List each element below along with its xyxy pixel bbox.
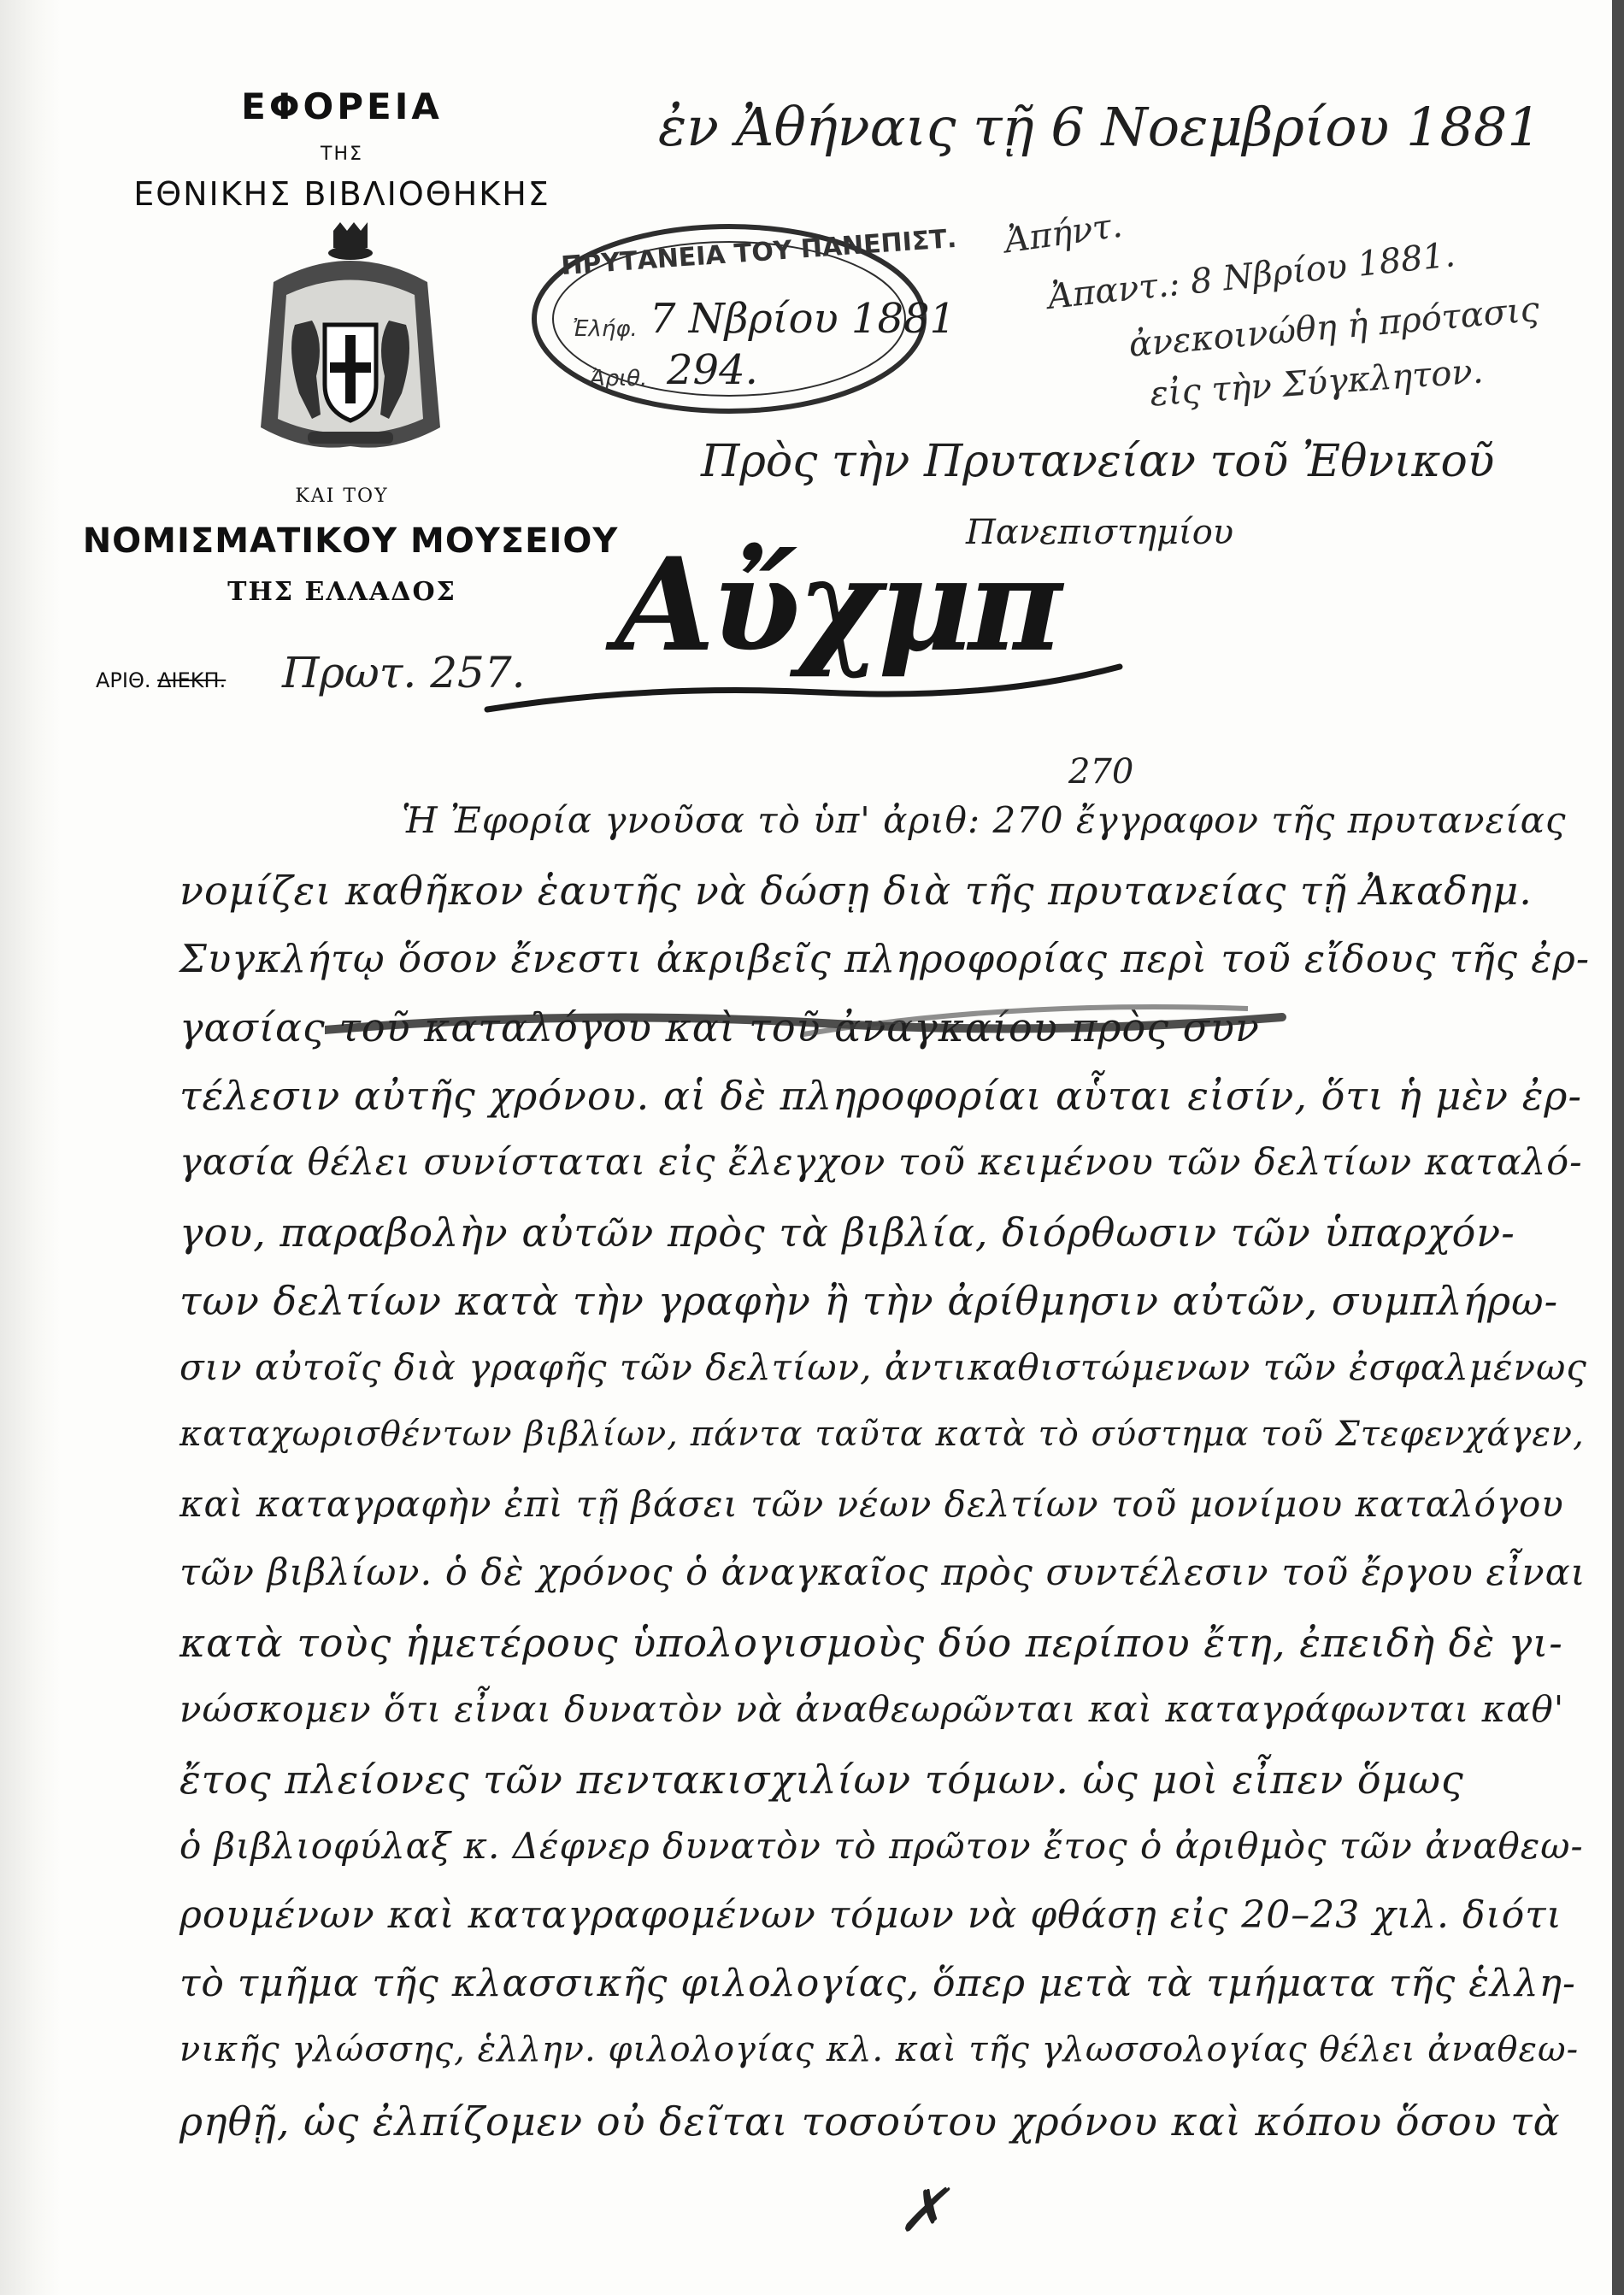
body-line-2: νομίζει καθῆκον ἑαυτῆς νὰ δώσῃ διὰ τῆς πρυτανείας τῇ Ἀκαδημ. [179,868,1533,914]
stamp-ring-text: ΠΡΥΤΑΝΕΙΑ ΤΟΥ ΠΑΝΕΠΙΣΤ. [560,223,958,282]
binding-edge [0,0,60,2295]
address-line-1: Πρὸς τὴν Πρυτανείαν τοῦ Ἐθνικοῦ [701,436,1495,487]
letterhead-line-1: ΕΦΟΡΕΙΑ [241,85,443,127]
body-line-16: ὁ βιβλιοφύλαξ κ. Δέφνερ δυνατὸν τὸ πρῶτον ἔτος ὁ ἀριθμὸς τῶν ἀναθεω- [179,1825,1584,1867]
strikethrough-scribble [325,992,1291,1060]
body-line-6: γασία θέλει συνίσταται εἰς ἔλεγχον τοῦ κειμένου τῶν δελτίων καταλό- [179,1141,1583,1184]
protocol-number: Πρωτ. 257. [282,648,526,697]
letterhead-line-6: ΤΗΣ ΕΛΛΑΔΟΣ [227,577,456,607]
scan-edge [1612,0,1624,2295]
stamp-date-value: 7 Νβρίου 1881 [650,295,956,343]
letterhead-line-5: ΝΟΜΙΣΜΑΤΙΚΟΥ ΜΟΥΣΕΙΟΥ [82,521,619,561]
letter-date: ἐν Ἀθήναις τῇ 6 Νοεμβρίου 1881 [658,96,1541,158]
letterhead-line-2: ΤΗΣ [321,144,363,165]
body-line-3: Συγκλήτῳ ὅσον ἔνεστι ἀκριβεῖς πληροφορίας περὶ τοῦ εἴδους τῆς ἐρ- [179,936,1591,981]
margin-note-line-4: εἰς τὴν Σύγκλητον. [1148,351,1485,415]
correction-number: 270 [1068,752,1134,791]
body-line-8: των δελτίων κατὰ τὴν γραφὴν ἢ τὴν ἀρίθμησιν αὐτῶν, συμπλήρω- [179,1278,1559,1324]
body-line-15: ἔτος πλείονες τῶν πεντακισχιλίων τόμων. ὡς μοὶ εἶπεν ὅμως [179,1757,1464,1803]
body-line-4: γασίας τοῦ καταλόγου καὶ τοῦ ἀναγκαίου πρὸς συν [179,1004,1260,1050]
body-line-1: Ἡ Ἐφορία γνοῦσα τὸ ὑπ' ἀριθ: 270 ἔγγραφον τῆς πρυτανείας [402,799,1567,841]
body-line-18: τὸ τμῆμα τῆς κλασσικῆς φιλολογίας, ὅπερ μετὰ τὰ τμήματα τῆς ἑλλη- [179,1962,1576,2005]
body-line-19: νικῆς γλώσσης, ἑλλην. φιλολογίας κλ. καὶ τῆς γλωσσολογίας θέλει ἀναθεω- [179,2030,1580,2069]
body-line-10: καταχωρισθέντων βιβλίων, πάντα ταῦτα κατὰ τὸ σύστημα τοῦ Στεφενχάγεν, [179,1415,1585,1454]
body-line-12: τῶν βιβλίων. ὁ δὲ χρόνος ὁ ἀναγκαῖος πρὸς συντέλεσιν τοῦ ἔργου εἶναι [179,1551,1586,1594]
body-line-20: ρηθῇ, ὡς ἐλπίζομεν οὐ δεῖται τοσούτου χρόνου καὶ κόπου ὅσου τὰ [179,2098,1561,2145]
stamp-date-label: Ἐλήφ. [573,316,638,342]
stamp-number-value: 294. [667,346,758,394]
letterhead-line-3: ΕΘΝΙΚΗΣ ΒΙΒΛΙΟΘΗΚΗΣ [133,175,550,213]
stamp-number-label: Ἀριθ. [590,366,648,391]
body-line-7: γου, παραβολὴν αὐτῶν πρὸς τὰ βιβλία, διόρθωσιν τῶν ὑπαρχόν- [179,1209,1515,1256]
body-line-11: καὶ καταγραφὴν ἐπὶ τῇ βάσει τῶν νέων δελτίων τοῦ μονίμου καταλόγου [179,1483,1564,1525]
signature-flourish [479,633,1128,727]
arith-struck-label: ΔΙΕΚΠ. [157,668,227,692]
body-line-9: σιν αὐτοῖς διὰ γραφῆς τῶν δελτίων, ἀντικαθιστώμενων τῶν ἐσφαλμένως [179,1346,1587,1388]
reference-number-label [96,668,226,692]
body-line-14: νώσκομεν ὅτι εἶναι δυνατὸν νὰ ἀναθεωρῶνται καὶ καταγράφωνται καθ' [179,1688,1565,1730]
page-end-mark: ✗ [897,2175,948,2245]
signature: Αὔχμπ [615,530,1059,680]
address-line-2: Πανεπιστημίου [966,513,1234,552]
margin-note-line-1: Ἀπήντ. [1002,205,1125,262]
body-line-17: ρουμένων καὶ καταγραφομένων τόμων νὰ φθάσῃ εἰς 20–23 χιλ. διότι [179,1893,1562,1937]
body-line-13: κατὰ τοὺς ἡμετέρους ὑπολογισμοὺς δύο περίπου ἔτη, ἐπειδὴ δὲ γι- [179,1620,1563,1666]
letterhead-line-4: ΚΑΙ ΤΟΥ [295,485,389,507]
arith-label: ΑΡΙΘ. [96,668,151,692]
margin-note-line-2: Ἀπαντ.: 8 Νβρίου 1881. [1045,235,1457,317]
body-line-5: τέλεσιν αὐτῆς χρόνου. αἱ δὲ πληροφορίαι αὗται εἰσίν, ὅτι ἡ μὲν ἐρ- [179,1073,1582,1119]
royal-crest-icon [248,222,453,470]
margin-note-line-3: ἀνεκοινώθη ἡ πρότασις [1127,290,1541,365]
